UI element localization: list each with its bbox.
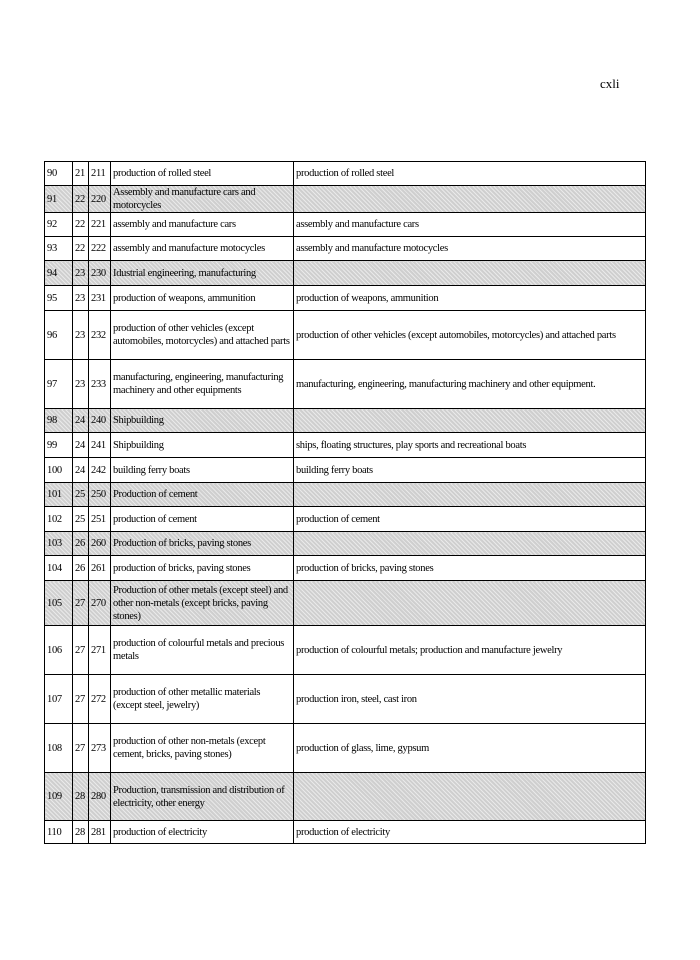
- row-number-cell: 108: [45, 724, 73, 773]
- row-number-cell: 101: [45, 483, 73, 507]
- sub-code-cell: 272: [89, 675, 111, 724]
- sub-code-cell: 230: [89, 261, 111, 286]
- description-cell: assembly and manufacture cars: [111, 213, 294, 237]
- group-code-cell: 26: [73, 556, 89, 581]
- row-number-cell: 90: [45, 162, 73, 186]
- sub-code-cell: 242: [89, 458, 111, 483]
- sub-code-cell: 232: [89, 311, 111, 360]
- sub-code-cell: 241: [89, 433, 111, 458]
- description-cell: Production of other metals (except steel) and other non-metals (except bricks, paving stones): [111, 581, 294, 626]
- group-code-cell: 23: [73, 261, 89, 286]
- group-code-cell: 27: [73, 626, 89, 675]
- description-cell: Idustrial engineering, manufacturing: [111, 261, 294, 286]
- table-row: [45, 409, 646, 433]
- detail-description-cell: assembly and manufacture cars: [294, 213, 646, 237]
- sub-code-cell: 271: [89, 626, 111, 675]
- detail-description-cell: ships, floating structures, play sports and recreational boats: [294, 433, 646, 458]
- industry-classification-table: [44, 161, 646, 844]
- table-row: [45, 433, 646, 458]
- row-number-cell: 97: [45, 360, 73, 409]
- sub-code-cell: 260: [89, 532, 111, 556]
- detail-description-cell: assembly and manufacture motocycles: [294, 237, 646, 261]
- detail-description-cell: manufacturing, engineering, manufacturing machinery and other equipment.: [294, 360, 646, 409]
- table-row: [45, 556, 646, 581]
- sub-code-cell: 250: [89, 483, 111, 507]
- detail-description-cell: production of bricks, paving stones: [294, 556, 646, 581]
- row-number-cell: 104: [45, 556, 73, 581]
- row-number-cell: 106: [45, 626, 73, 675]
- row-number-cell: 91: [45, 186, 73, 213]
- sub-code-cell: 220: [89, 186, 111, 213]
- detail-description-cell: production of electricity: [294, 821, 646, 844]
- description-cell: Production, transmission and distribution of electricity, other energy: [111, 773, 294, 821]
- table-row: [45, 261, 646, 286]
- detail-description-cell: [294, 186, 646, 213]
- sub-code-cell: 233: [89, 360, 111, 409]
- detail-description-cell: building ferry boats: [294, 458, 646, 483]
- table-row: [45, 237, 646, 261]
- sub-code-cell: 273: [89, 724, 111, 773]
- detail-description-cell: production of other vehicles (except automobiles, motorcycles) and attached parts: [294, 311, 646, 360]
- row-number-cell: 103: [45, 532, 73, 556]
- table-row: [45, 286, 646, 311]
- detail-description-cell: production of weapons, ammunition: [294, 286, 646, 311]
- group-code-cell: 24: [73, 409, 89, 433]
- row-number-cell: 92: [45, 213, 73, 237]
- table-row: [45, 458, 646, 483]
- sub-code-cell: 261: [89, 556, 111, 581]
- sub-code-cell: 240: [89, 409, 111, 433]
- row-number-cell: 93: [45, 237, 73, 261]
- description-cell: assembly and manufacture motocycles: [111, 237, 294, 261]
- sub-code-cell: 211: [89, 162, 111, 186]
- description-cell: Production of bricks, paving stones: [111, 532, 294, 556]
- detail-description-cell: [294, 581, 646, 626]
- detail-description-cell: [294, 483, 646, 507]
- table-row: [45, 213, 646, 237]
- table-row: [45, 675, 646, 724]
- detail-description-cell: production of colourful metals; production and manufacture jewelry: [294, 626, 646, 675]
- table-row: [45, 360, 646, 409]
- row-number-cell: 107: [45, 675, 73, 724]
- row-number-cell: 102: [45, 507, 73, 532]
- table-row: [45, 532, 646, 556]
- description-cell: production of other metallic materials (except steel, jewelry): [111, 675, 294, 724]
- detail-description-cell: production iron, steel, cast iron: [294, 675, 646, 724]
- sub-code-cell: 221: [89, 213, 111, 237]
- description-cell: building ferry boats: [111, 458, 294, 483]
- group-code-cell: 22: [73, 213, 89, 237]
- row-number-cell: 110: [45, 821, 73, 844]
- description-cell: production of electricity: [111, 821, 294, 844]
- group-code-cell: 28: [73, 773, 89, 821]
- description-cell: manufacturing, engineering, manufacturing machinery and other equipments: [111, 360, 294, 409]
- sub-code-cell: 270: [89, 581, 111, 626]
- description-cell: production of rolled steel: [111, 162, 294, 186]
- table-row: [45, 311, 646, 360]
- description-cell: Shipbuilding: [111, 409, 294, 433]
- detail-description-cell: [294, 532, 646, 556]
- table-row: [45, 626, 646, 675]
- group-code-cell: 21: [73, 162, 89, 186]
- sub-code-cell: 222: [89, 237, 111, 261]
- table-body: [45, 162, 646, 844]
- group-code-cell: 27: [73, 724, 89, 773]
- table-row: [45, 483, 646, 507]
- table-row: [45, 773, 646, 821]
- row-number-cell: 105: [45, 581, 73, 626]
- row-number-cell: 109: [45, 773, 73, 821]
- description-cell: production of weapons, ammunition: [111, 286, 294, 311]
- group-code-cell: 24: [73, 458, 89, 483]
- table-row: [45, 724, 646, 773]
- description-cell: Assembly and manufacture cars and motorcycles: [111, 186, 294, 213]
- row-number-cell: 100: [45, 458, 73, 483]
- sub-code-cell: 251: [89, 507, 111, 532]
- group-code-cell: 23: [73, 360, 89, 409]
- detail-description-cell: [294, 773, 646, 821]
- group-code-cell: 26: [73, 532, 89, 556]
- description-cell: production of cement: [111, 507, 294, 532]
- page-number: cxli: [600, 76, 620, 91]
- description-cell: production of other non-metals (except cement, bricks, paving stones): [111, 724, 294, 773]
- group-code-cell: 22: [73, 237, 89, 261]
- group-code-cell: 23: [73, 311, 89, 360]
- group-code-cell: 25: [73, 483, 89, 507]
- table-row: [45, 821, 646, 844]
- table-row: [45, 581, 646, 626]
- group-code-cell: 25: [73, 507, 89, 532]
- row-number-cell: 98: [45, 409, 73, 433]
- sub-code-cell: 280: [89, 773, 111, 821]
- group-code-cell: 23: [73, 286, 89, 311]
- group-code-cell: 24: [73, 433, 89, 458]
- sub-code-cell: 281: [89, 821, 111, 844]
- group-code-cell: 27: [73, 675, 89, 724]
- description-cell: production of colourful metals and precious metals: [111, 626, 294, 675]
- detail-description-cell: production of glass, lime, gypsum: [294, 724, 646, 773]
- row-number-cell: 94: [45, 261, 73, 286]
- description-cell: Production of cement: [111, 483, 294, 507]
- description-cell: production of other vehicles (except automobiles, motorcycles) and attached parts: [111, 311, 294, 360]
- table-row: [45, 186, 646, 213]
- sub-code-cell: 231: [89, 286, 111, 311]
- row-number-cell: 96: [45, 311, 73, 360]
- description-cell: Shipbuilding: [111, 433, 294, 458]
- detail-description-cell: [294, 261, 646, 286]
- group-code-cell: 27: [73, 581, 89, 626]
- detail-description-cell: production of rolled steel: [294, 162, 646, 186]
- row-number-cell: 99: [45, 433, 73, 458]
- detail-description-cell: [294, 409, 646, 433]
- description-cell: production of bricks, paving stones: [111, 556, 294, 581]
- table-row: [45, 507, 646, 532]
- row-number-cell: 95: [45, 286, 73, 311]
- group-code-cell: 22: [73, 186, 89, 213]
- group-code-cell: 28: [73, 821, 89, 844]
- detail-description-cell: production of cement: [294, 507, 646, 532]
- table-row: [45, 162, 646, 186]
